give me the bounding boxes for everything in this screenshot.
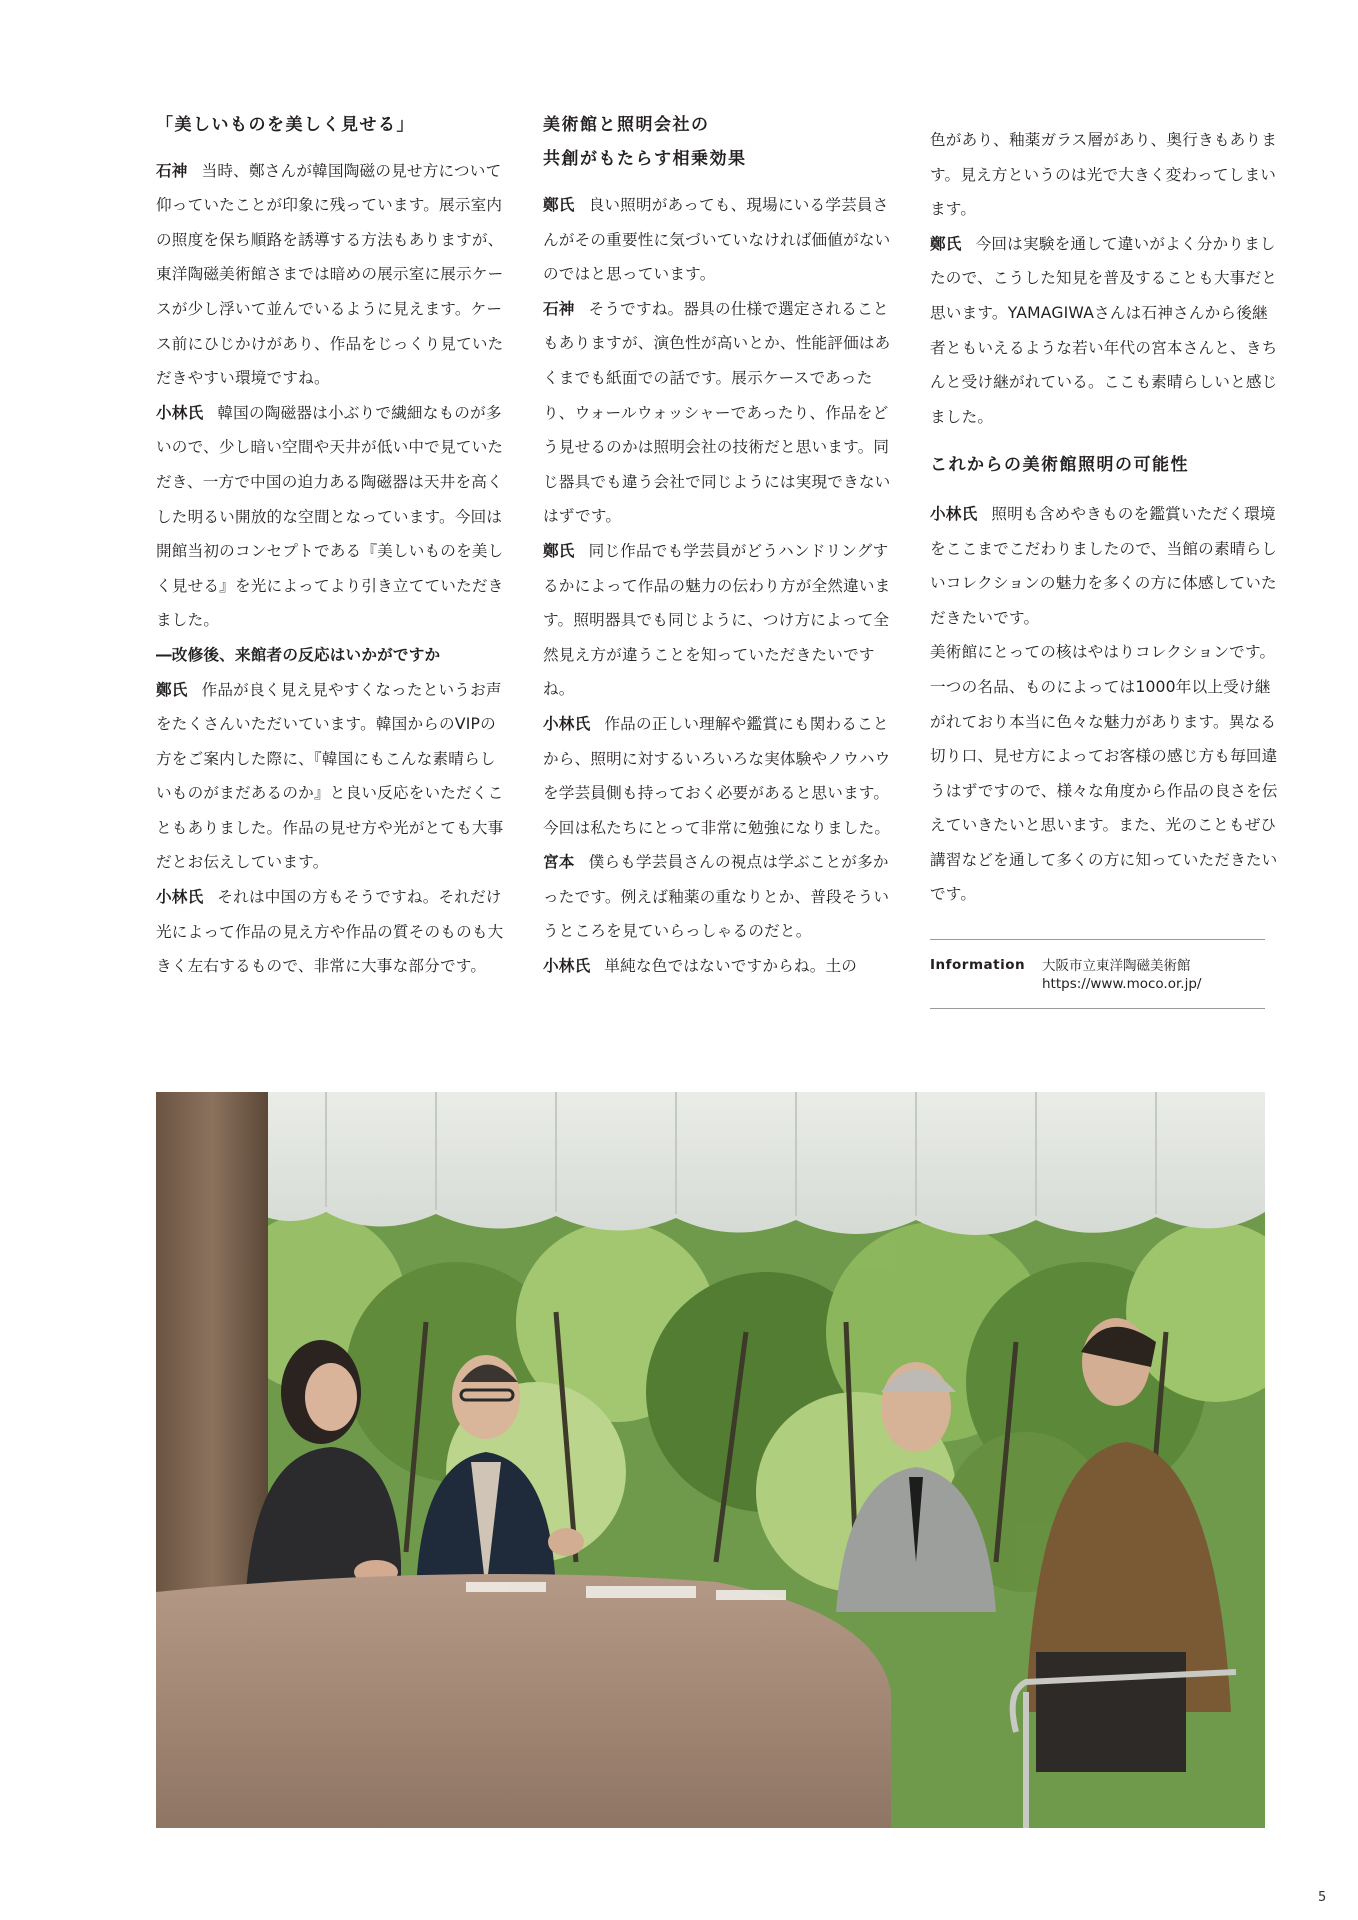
paragraph-text: そうですね。器具の仕様で選定されることもありますが、演色性が高いとか、性能評価はあくまでも紙面での話です。展示ケースであったり、ウォールウォッシャーであったり、作品をどう見せるのかは照明会社の技術だと思います。同じ器具でも違う会社で同じようには実現できないはずです。 <box>543 299 891 526</box>
speaker-name: 鄭氏 <box>156 680 188 699</box>
paragraph: 美術館にとっての核はやはりコレクションです。一つの名品、ものによっては1000年以上受け継がれており本当に色々な魅力があります。異なる切り口、見せ方によってお客様の感じ方も毎回違うはずですので、様々な角度から作品の良さを伝えていきたいと思います。また、光のこともぜひ講習などを通して多くの方に知っていただきたいです。 <box>930 643 1278 904</box>
paragraph-text: 作品が良く見え見やすくなったというお声をたくさんいただいています。韓国からのVIPの方をご案内した際に、『韓国にもこんな素晴らしいものがまだあるのか』と良い反応をいただくこともありました。作品の見せ方や光がとても大事だとお伝えしています。 <box>156 680 504 872</box>
paragraph <box>156 154 504 396</box>
speaker-name: 小林氏 <box>156 403 204 422</box>
paragraph <box>156 880 504 984</box>
paragraph <box>543 949 891 984</box>
speaker-name: 小林氏 <box>543 957 591 976</box>
paragraph <box>543 534 891 707</box>
round-table <box>156 1574 891 1828</box>
speaker-name: 小林氏 <box>156 888 204 907</box>
paragraph <box>156 396 504 638</box>
paragraph-text: 作品の正しい理解や鑑賞にも関わることから、照明に対するいろいろな実体験やノウハウを学芸員側も持っておく必要があると思います。今回は私たちにとって非常に勉強になりました。 <box>543 714 891 837</box>
information-box <box>930 939 1265 1009</box>
side-curtain <box>156 1092 268 1612</box>
paragraph <box>930 227 1278 435</box>
paragraph-text: 僕らも学芸員さんの視点は学ぶことが多かったです。例えば釉薬の重なりとか、普段そういうところを見ていらっしゃるのだと。 <box>543 853 890 941</box>
paragraph-text: 照明も含めやきものを鑑賞いただく環境をここまでこだわりましたので、当館の素晴らしいコレクションの魅力を多くの方に体感していただきたいです。 <box>930 504 1278 627</box>
paragraph-text: 韓国の陶磁器は小ぶりで繊細なものが多いので、少し暗い空間や天井が低い中で見ていただき、一方で中国の迫力ある陶磁器は天井を高くした明るい開放的な空間となっています。今回は開館当初のコンセプトである『美しいものを美しく見せる』を光によってより引き立てていただきました。 <box>156 403 504 630</box>
article-column-2 <box>543 108 891 984</box>
paragraph <box>543 292 891 534</box>
paragraph-text: それは中国の方もそうですね。それだけ光によって作品の見え方や作品の質そのものも大きく左右するもので、非常に大事な部分です。 <box>156 888 504 976</box>
interview-photo <box>156 1092 1265 1828</box>
article-column-3 <box>930 123 1278 912</box>
paragraph <box>543 707 891 845</box>
paragraph <box>930 497 1278 635</box>
paragraph-text: 今回は実験を通して違いがよく分かりましたので、こうした知見を普及することも大事だと思います。YAMAGIWAさんは石神さんから後継者ともいえるような若い年代の宮本さんと、きちんと受け継がれている。ここも素晴らしいと感じました。 <box>930 234 1278 426</box>
section-heading-line: 共創がもたらす相乗効果 <box>543 149 747 169</box>
section-heading: これからの美術館照明の可能性 <box>930 455 1189 476</box>
window-valance <box>266 1092 1265 1235</box>
speaker-name: 鄭氏 <box>930 234 962 253</box>
paragraph-text: 同じ作品でも学芸員がどうハンドリングするかによって作品の魅力の伝わり方が全然違います。照明器具でも同じように、つけ方によって全然見え方が違うことを知っていただきたいですね。 <box>543 541 891 699</box>
speaker-name: 鄭氏 <box>543 541 575 560</box>
speaker-name: 鄭氏 <box>543 196 575 214</box>
paragraph-text: 単純な色ではないですからね。土の <box>604 957 858 976</box>
paragraph-text: 良い照明があっても、現場にいる学芸員さんがその重要性に気づいていなければ価値がないのではと思っています。 <box>543 196 891 284</box>
speaker-name: 石神 <box>156 161 188 180</box>
speaker-name: 小林氏 <box>543 714 591 733</box>
section-heading-line: 美術館と照明会社の <box>543 115 710 135</box>
speaker-name: 宮本 <box>543 853 575 872</box>
paragraph <box>543 188 891 292</box>
information-label: Information <box>930 957 1026 973</box>
speaker-name: 小林氏 <box>930 504 978 523</box>
section-heading <box>543 108 891 176</box>
paragraph-text: 当時、鄭さんが韓国陶磁の見せ方について仰っていたことが印象に残っています。展示室内の照度を保ち順路を誘導する方法もありますが、東洋陶磁美術館さまでは暗めの展示室に展示ケースが少し浮いて並んでいるように見えます。ケース前にひじかけがあり、作品をじっくり見ていただきやすい環境ですね。 <box>156 161 504 388</box>
page-number: 5 <box>1318 1890 1327 1905</box>
paragraph <box>543 845 891 949</box>
museum-url: https://www.moco.or.jp/ <box>1042 976 1202 992</box>
museum-name: 大阪市立東洋陶磁美術館 <box>1042 958 1191 974</box>
interview-question: ―改修後、来館者の反応はいかがですか <box>156 645 441 664</box>
paragraph <box>156 673 504 881</box>
article-column-1 <box>156 108 504 984</box>
section-heading: 「美しいものを美しく見せる」 <box>156 115 415 135</box>
speaker-name: 石神 <box>543 299 575 318</box>
paragraph: 色があり、釉薬ガラス層があり、奥行きもあります。見え方というのは光で大きく変わってしまいます。 <box>930 131 1277 219</box>
